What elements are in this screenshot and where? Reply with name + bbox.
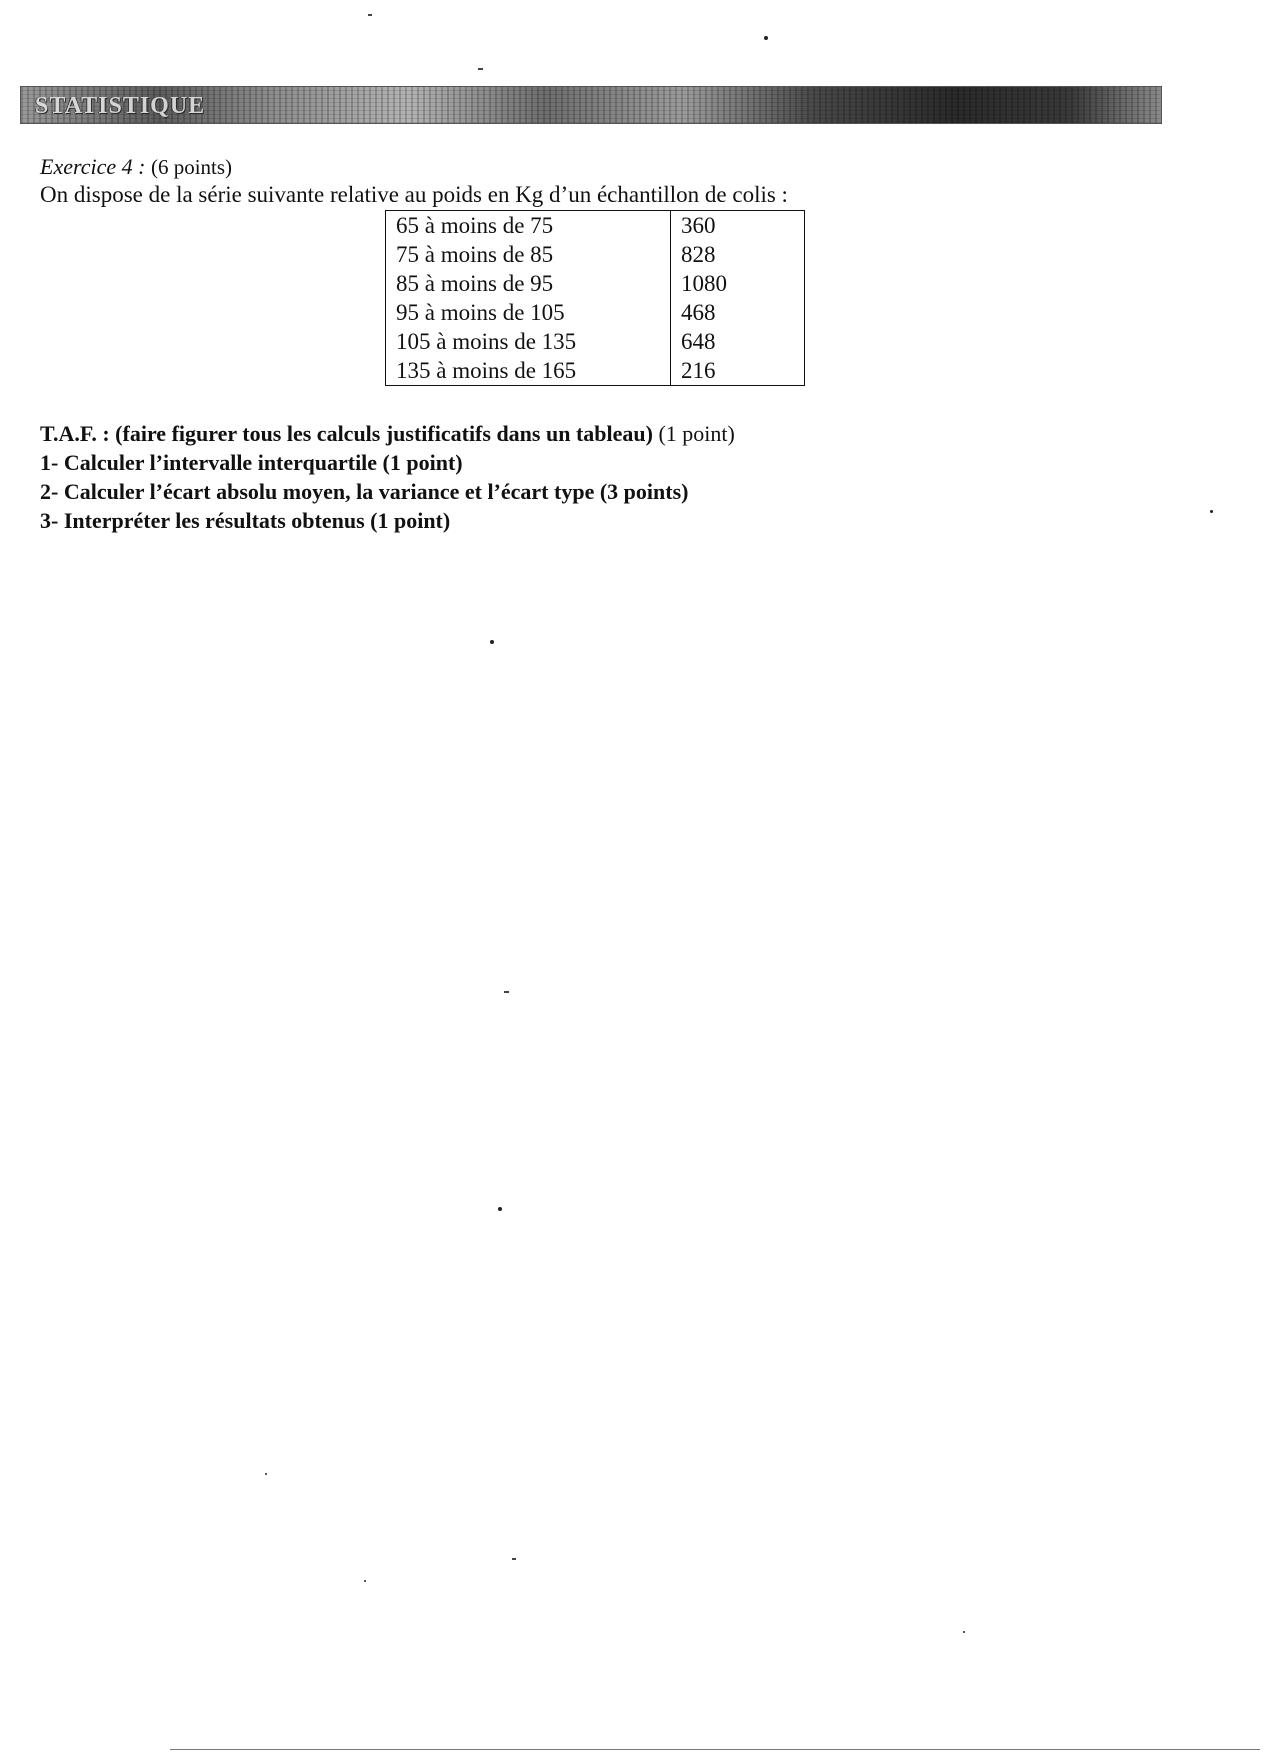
taf-points: (1 point)	[658, 421, 735, 446]
taf-instruction	[40, 420, 735, 448]
table-row	[386, 240, 805, 269]
count-cell: 648	[671, 327, 805, 356]
scan-speck	[512, 1558, 516, 1560]
count-cell: 216	[671, 356, 805, 386]
scan-speck	[478, 68, 483, 70]
table-row	[386, 327, 805, 356]
class-cell: 85 à moins de 95	[386, 269, 671, 298]
weight-distribution-table	[385, 210, 805, 386]
exercise-heading	[40, 154, 232, 180]
scan-speck	[265, 1473, 267, 1475]
scan-speck	[764, 36, 768, 40]
class-cell: 65 à moins de 75	[386, 211, 671, 241]
question-1: 1- Calculer l’intervalle interquartile (1 point)	[40, 450, 463, 475]
question-3: 3- Interpréter les résultats obtenus (1 point)	[40, 508, 451, 533]
taf-label: T.A.F. : (faire figurer tous les calculs justificatifs dans un tableau)	[40, 421, 653, 446]
scan-speck	[364, 1580, 366, 1582]
page-bottom-rule	[170, 1749, 1260, 1750]
header-banner	[20, 86, 1162, 124]
scan-speck	[504, 991, 509, 993]
scan-speck	[963, 1631, 965, 1633]
table-row	[386, 211, 805, 241]
scan-speck	[1210, 510, 1213, 513]
scan-speck	[490, 640, 494, 644]
question-2: 2- Calculer l’écart absolu moyen, la variance et l’écart type (3 points)	[40, 479, 689, 504]
table-row	[386, 356, 805, 386]
class-cell: 95 à moins de 105	[386, 298, 671, 327]
exercise-intro: On dispose de la série suivante relative au poids en Kg d’un échantillon de colis :	[40, 182, 788, 207]
exercise-points: (6 points)	[150, 155, 233, 179]
table-row	[386, 269, 805, 298]
count-cell: 1080	[671, 269, 805, 298]
scan-speck	[368, 14, 372, 16]
scan-speck	[498, 1207, 502, 1211]
exercise-title: Exercice 4 :	[40, 154, 146, 179]
count-cell: 468	[671, 298, 805, 327]
table-row	[386, 298, 805, 327]
class-cell: 75 à moins de 85	[386, 240, 671, 269]
count-cell: 828	[671, 240, 805, 269]
class-cell: 135 à moins de 165	[386, 356, 671, 386]
banner-title: STATISTIQUE	[35, 93, 206, 119]
count-cell: 360	[671, 211, 805, 241]
class-cell: 105 à moins de 135	[386, 327, 671, 356]
